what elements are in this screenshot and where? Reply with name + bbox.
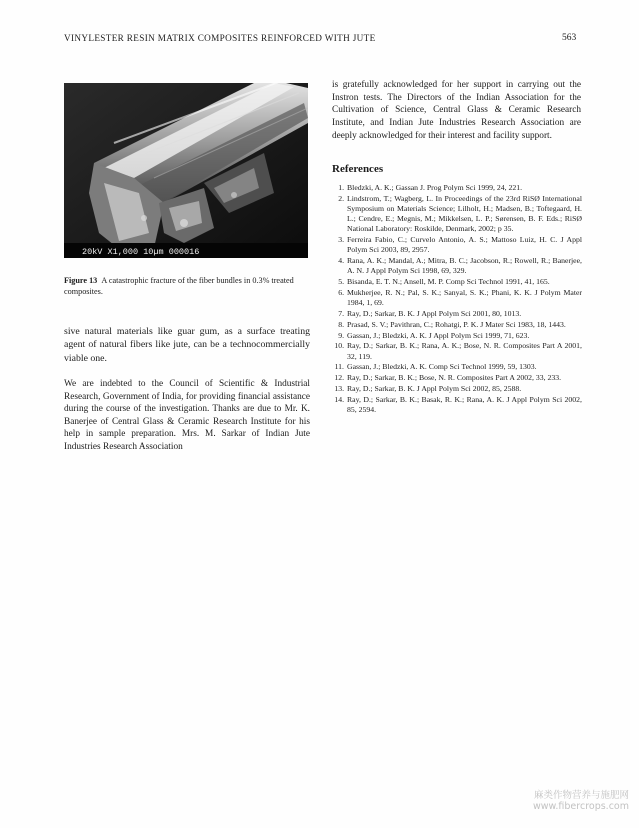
running-title: VINYLESTER RESIN MATRIX COMPOSITES REINFORCED WITH JUTE: [64, 33, 376, 43]
watermark-title: 麻类作物营养与施肥网: [533, 790, 629, 801]
reference-item: 6. Mukherjee, R. N.; Pal, S. K.; Sanyal, S. K.; Phani, K. K. J Polym Mater 1984, 1, 69.: [338, 288, 582, 308]
reference-item: 14. Ray, D.; Sarkar, B. K.; Basak, R. K.; Rana, A. K. J Appl Polym Sci 2002, 85, 2594.: [334, 394, 582, 414]
reference-item: 12. Ray, D.; Sarkar, B. K.; Bose, N. R. Composites Part A 2002, 33, 233.: [334, 373, 562, 383]
reference-item: 8. Prasad, S. V.; Pavithran, C.; Rohatgi, P. K. J Mater Sci 1983, 18, 1443.: [338, 319, 566, 329]
left-paragraph-2: We are indebted to the Council of Scientific & Industrial Research, Government of India, for providing financial assistance during the course of the investigation. Thanks are due to Mr. K. Banerjee of Central Glass & Ceramic Research Institute for his help in sample preparation. Mrs. M. Sarkar of Indian Jute Industries Research Association: [64, 379, 310, 452]
right-paragraph: is gratefully acknowledged for her support in carrying out the Instron tests. The Directors of the Indian Association for the Cultivation of Science, Central Glass & Ceramic Research Institute, and Indian Jute Industries Research Association are deeply acknowledged for their interest and facility support.: [332, 80, 581, 141]
watermark-url: www.fibercrops.com: [532, 801, 629, 812]
sem-scale-label: 20kV X1,000 10µm 000016: [82, 247, 200, 257]
figure-caption: [64, 276, 312, 297]
reference-item: 3. Ferreira Fabio, C.; Curvelo Antonio, A. S.; Mattoso Luiz, H. C. J Appl Polym Sci 2003, 89, 2957.: [338, 235, 582, 255]
reference-item: 13. Ray, D.; Sarkar, B. K. J Appl Polym Sci 2002, 85, 2588.: [334, 383, 522, 393]
left-paragraph-1: sive natural materials like guar gum, as a surface treating agent of natural fibers like jute, can be a technocommercially viable one.: [64, 326, 310, 364]
reference-item: 10. Ray, D.; Sarkar, B. K.; Rana, A. K.; Bose, N. R. Composites Part A 2001, 32, 119.: [334, 341, 582, 361]
sem-micrograph: [64, 83, 308, 258]
reference-item: 11. Gassan, J.; Bledzki, A. K. Comp Sci Technol 1999, 59, 1303.: [334, 362, 537, 372]
site-watermark: [533, 790, 629, 812]
references-heading: References: [332, 163, 384, 175]
reference-item: 5. Bisanda, E. T. N.; Ansell, M. P. Comp Sci Technol 1991, 41, 165.: [338, 277, 550, 287]
reference-item: 1. Bledzki, A. K.; Gassan J. Prog Polym Sci 1999, 24, 221.: [338, 183, 523, 192]
reference-item: 4. Rana, A. K.; Mandal, A.; Mitra, B. C.; Jacobson, R.; Rowell, R.; Banerjee, A. N. J Appl Polym Sci 1998, 69, 329.: [338, 256, 582, 276]
reference-item: 7. Ray, D.; Sarkar, B. K. J Appl Polym Sci 2001, 80, 1013.: [338, 309, 522, 318]
reference-item: 9. Gassan, J.; Bledzki, A. K. J Appl Polym Sci 1999, 71, 623.: [338, 330, 530, 340]
caption-label: Figure 13: [64, 276, 98, 285]
fiber-fracture-image: [64, 83, 308, 258]
page-number: 563: [562, 33, 577, 43]
reference-item: 2. Lindstrom, T.; Wagberg, L. In Proceedings of the 23rd RiSØ International Symposium on Materials Science; Lilholt, H.; Madsen, B.; Toftegaard, H. L.; Cendre, E.; Megnis, M.; Mikkelsen, L. P.; Sørensen, B. F. Eds.; RiSØ National Laboratory: Roskilde, Denmark, 2002; p 35.: [338, 193, 582, 234]
caption-text: A catastrophic fracture of the fiber bundles in 0.3% treated composites.: [64, 276, 294, 296]
references-list: [330, 183, 582, 416]
